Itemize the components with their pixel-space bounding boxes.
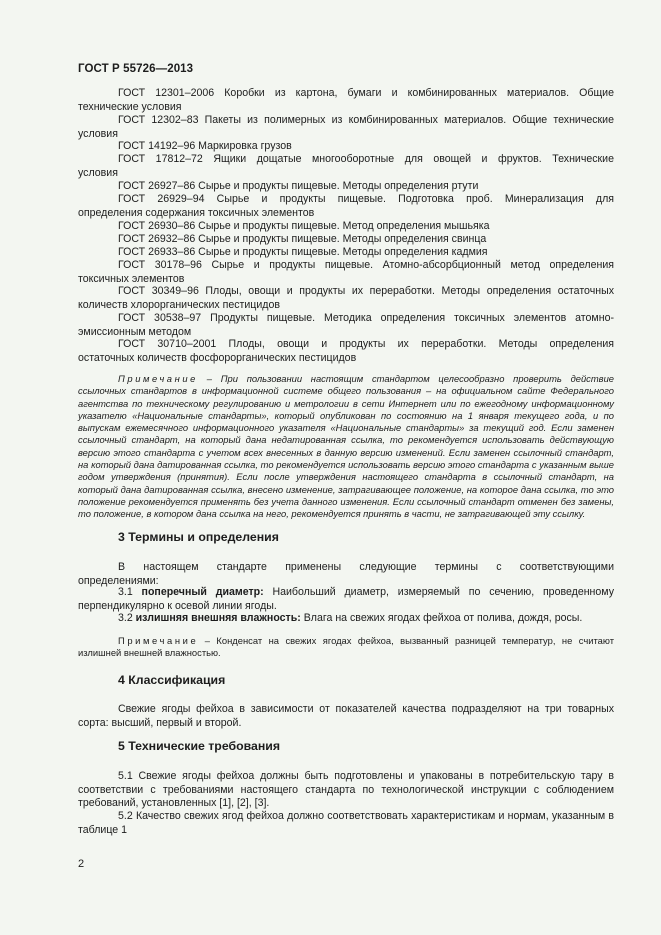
terms-intro: В настоящем стандарте применены следующие термины с соответствующими определениями:	[78, 561, 614, 587]
note-label: Примечание	[118, 635, 199, 646]
page-number: 2	[78, 858, 85, 870]
standard-header: ГОСТ Р 55726—2013	[78, 63, 194, 75]
classification-text: Свежие ягоды фейхоа в зависимости от показателей качества подразделяют на три товарных сорта: высший, первый и второй.	[78, 703, 614, 729]
reference-item: ГОСТ 12301–2006 Коробки из картона, бумаги и комбинированных материалов. Общие технические условия	[78, 87, 614, 113]
reference-item: ГОСТ 17812–72 Ящики дощатые многооборотные для овощей и фруктов. Технические условия	[78, 153, 614, 179]
term-3-2: 3.2 излишняя внешняя влажность: Влага на свежих ягодах фейхоа от полива, дождя, росы.	[118, 612, 583, 624]
reference-item: ГОСТ 14192–96 Маркировка грузов	[118, 140, 292, 152]
term-name: поперечный диаметр:	[141, 586, 264, 598]
reference-item: ГОСТ 30349–96 Плоды, овощи и продукты их переработки. Методы определения остаточных количеств хлорорганических пестицидов	[78, 285, 614, 311]
section-3-heading: 3 Термины и определения	[118, 530, 279, 544]
references-note	[78, 373, 614, 521]
reference-item: ГОСТ 30710–2001 Плоды, овощи и продукты их переработки. Методы определения остаточных количеств фосфорорганических пестицидов	[78, 338, 614, 364]
note-text: – При пользовании настоящим стандартом целесообразно проверить действие ссылочных стандартов в информационной системе общего пользования – на официальном сайте Федерального агентства по техническому регулированию и метрологии в сети Интернет или по ежегодному информационному указателю «Национальные стандарты», который опубликован по состоянию на 1 января текущего года, и по выпускам ежемесячного информационного указателя «Национальные стандарты» за текущий год. Если заменен ссылочный стандарт, на который дана недатированная ссылка, то рекомендуется использовать действующую версию этого стандарта с учетом всех внесенных в данную версию изменений. Если заменен ссылочный стандарт, на который дана датированная ссылка, то рекомендуется использовать версию этого стандарта с указанным выше годом утверждения (принятия). Если после утверждения настоящего стандарта в ссылочный стандарт, на который дана датированная ссылка, внесено изменение, затрагивающее положение, на которое дана ссылка, то это положение рекомендуется применять без учета данного изменения. Если ссылочный стандарт отменен без замены, то положение, в котором дана ссылка на него, рекомендуется принять в части, не затрагивающей эту ссылку.	[78, 373, 614, 520]
reference-item: ГОСТ 26927–86 Сырье и продукты пищевые. Методы определения ртути	[118, 180, 479, 192]
reference-item: ГОСТ 26932–86 Сырье и продукты пищевые. Методы определения свинца	[118, 233, 487, 245]
term-3-1: 3.1 поперечный диаметр: Наибольший диаметр, измеряемый по сечению, проведенному перпендикулярно к осевой линии ягоды.	[78, 586, 614, 612]
reference-item: ГОСТ 30538–97 Продукты пищевые. Методика определения токсичных элементов атомно- эмиссионным методом	[78, 312, 614, 338]
reference-item: ГОСТ 26930–86 Сырье и продукты пищевые. Метод определения мышьяка	[118, 220, 490, 232]
reference-item: ГОСТ 30178–96 Сырье и продукты пищевые. Атомно-абсорбционный метод определения токсичных элементов	[78, 259, 614, 285]
note-label: Примечание	[118, 373, 198, 384]
reference-item: ГОСТ 26933–86 Сырье и продукты пищевые. Методы определения кадмия	[118, 246, 488, 258]
note-text: – Конденсат на свежих ягодах фейхоа, вызванный разницей температур, не считают излишней внешней влажностью.	[78, 635, 614, 659]
requirement-5-2: 5.2 Качество свежих ягод фейхоа должно соответствовать характеристикам и нормам, указанным в таблице 1	[78, 810, 614, 836]
term-name: излишняя внешняя влажность:	[135, 612, 301, 624]
reference-item: ГОСТ 26929–94 Сырье и продукты пищевые. Подготовка проб. Минерализация для определения содержания токсичных элементов	[78, 193, 614, 219]
reference-item: ГОСТ 12302–83 Пакеты из полимерных из комбинированных материалов. Общие технические условия	[78, 114, 614, 140]
section-5-heading: 5 Технические требования	[118, 739, 280, 753]
terms-note	[78, 635, 614, 660]
requirement-5-1: 5.1 Свежие ягоды фейхоа должны быть подготовлены и упакованы в потребительскую тару в соответствии с требованиями настоящего стандарта по технологической инструкции с соблюдением требований, установленных [1], [2], [3].	[78, 770, 614, 810]
section-4-heading: 4 Классификация	[118, 673, 226, 687]
